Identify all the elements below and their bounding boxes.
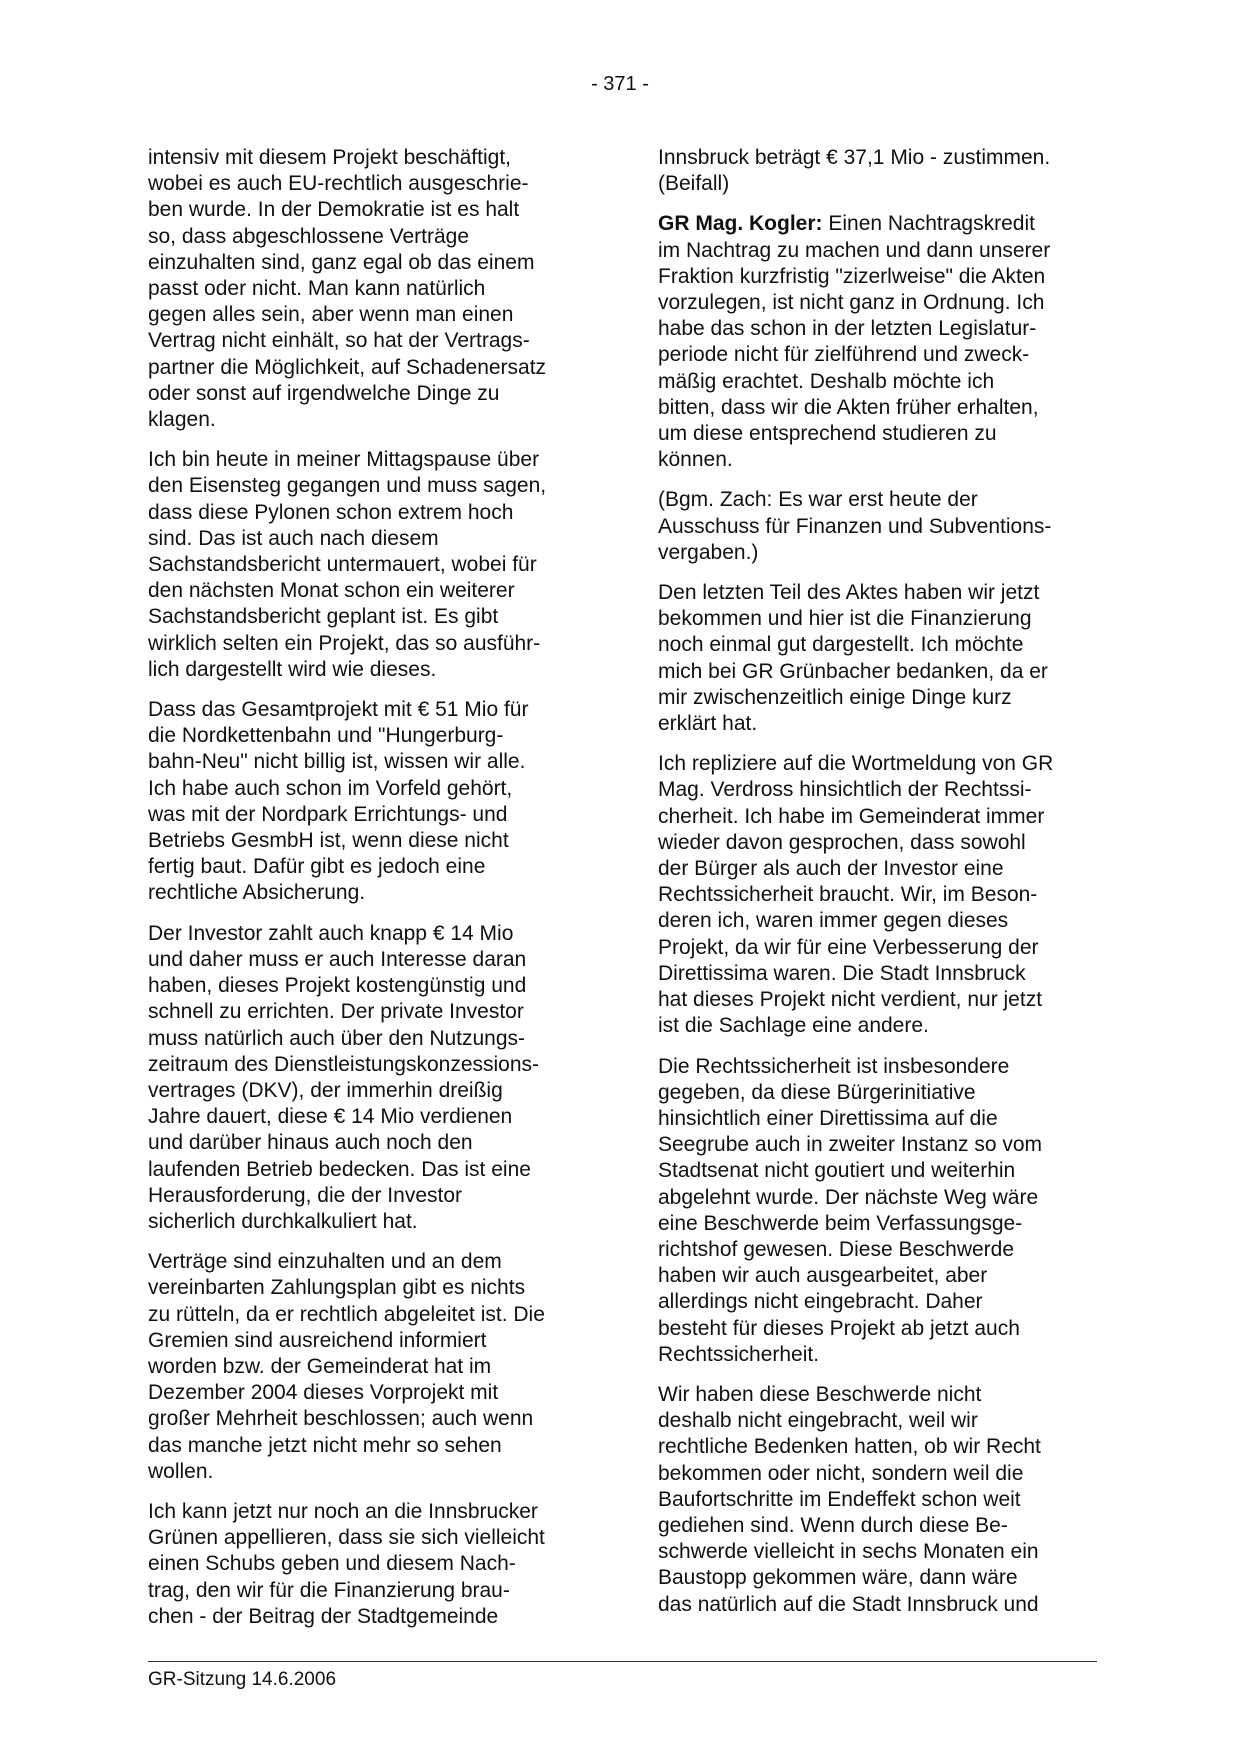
paragraph: Ich repliziere auf die Wortmeldung von GR Mag. Verdross hinsichtlich der Rechtssi- cherheit. Ich habe im Gemeinderat immer wieder davon gesprochen, dass sowohl der Bürger als auch der Investor eine Rechtssicherheit braucht. Wir, im Beson- deren ich, waren immer gegen dieses Projekt, da wir für eine Verbesserung der Direttissima waren. Die Stadt Innsbruck hat dieses Projekt nicht verdient, nur jetzt ist die Sachlage eine andere. <box>658 752 1054 1038</box>
paragraph: Innsbruck beträgt € 37,1 Mio - zustimmen. (Beifall) <box>658 146 1051 196</box>
right-column <box>658 145 1093 1632</box>
paragraph: Ich bin heute in meiner Mittagspause über den Eisensteg gegangen und muss sagen, dass diese Pylonen schon extrem hoch sind. Das ist auch nach diesem Sachstandsbericht untermauert, wobei für den nächsten Monat schon ein weiterer Sachstandsbericht geplant ist. Es gibt wirklich selten ein Projekt, das so ausführ- lich dargestellt wird wie dieses. <box>148 448 547 681</box>
paragraph: Wir haben diese Beschwerde nicht deshalb nicht eingebracht, weil wir rechtliche Bedenken hatten, ob wir Recht bekommen oder nicht, sondern weil die Baufortschritte im Endeffekt schon weit gediehen sind. Wenn durch diese Be- schwerde vielleicht in sechs Monaten ein Baustopp gekommen wäre, dann wäre das natürlich auf die Stadt Innsbruck und <box>658 1382 1041 1616</box>
paragraph: Ich kann jetzt nur noch an die Innsbrucker Grünen appellieren, dass sie sich vielleicht einen Schubs geben und diesem Nach- trag, den wir für die Finanzierung brau- chen - der Beitrag der Stadtgemeinde <box>148 1499 545 1628</box>
paragraph: Dass das Gesamtprojekt mit € 51 Mio für die Nordkettenbahn und "Hungerburg- bahn-Neu" nicht billig ist, wissen wir alle. Ich habe auch schon im Vorfeld gehört, was mit der Nordpark Errichtungs- und Betriebs GesmbH ist, wenn diese nicht fertig baut. Dafür gibt es jedoch eine rechtliche Absicherung. <box>148 698 529 905</box>
paragraph: Die Rechtssicherheit ist insbesondere gegeben, da diese Bürgerinitiative hinsichtlich einer Direttissima auf die Seegrube auch in zweiter Instanz so vom Stadtsenat nicht goutiert und weiterhin abgelehnt wurde. Der nächste Weg wäre eine Beschwerde beim Verfassungsge- richtshof gewesen. Diese Beschwerde haben wir auch ausgearbeitet, aber allerdings nicht eingebracht. Daher besteht für dieses Projekt ab jetzt auch Rechtssicherheit. <box>658 1054 1043 1366</box>
paragraph: Der Investor zahlt auch knapp € 14 Mio und daher muss er auch Interesse daran haben, dieses Projekt kostengünstig und schnell zu errichten. Der private Investor muss natürlich auch über den Nutzungs- zeitraum des Dienstleistungskonzessions- vertrages (DKV), der immerhin dreißig Jahre dauert, diese € 14 Mio verdienen und darüber hinaus auch noch den laufenden Betrieb bedecken. Das ist eine Herausforderung, die der Investor sicherlich durchkalkuliert hat. <box>148 921 540 1233</box>
speaker-text: Einen Nachtragskredit im Nachtrag zu machen und dann unserer Fraktion kurzfristig "zizerlweise" die Akten vorzulegen, ist nicht ganz in Ordnung. Ich habe das schon in der letzten Legislatur- periode nicht für zielführend und zweck- mäßig erachtet. Deshalb möchte ich bitten, dass wir die Akten früher erhalten, um diese entsprechend studieren zu können. <box>658 212 1051 472</box>
paragraph: Verträge sind einzuhalten und an dem vereinbarten Zahlungsplan gibt es nichts zu rütteln, da er rechtlich abgeleitet ist. Die Gremien sind ausreichend informiert worden bzw. der Gemeinderat hat im Dezember 2004 dieses Vorprojekt mit großer Mehrheit beschlossen; auch wenn das manche jetzt nicht mehr so sehen wollen. <box>148 1250 545 1483</box>
paragraph: (Bgm. Zach: Es war erst heute der Ausschuss für Finanzen und Subventions- vergaben.) <box>658 488 1052 564</box>
paragraph: Den letzten Teil des Aktes haben wir jetzt bekommen und hier ist die Finanzierung noch einmal gut dargestellt. Ich möchte mich bei GR Grünbacher bedanken, da er mir zwischenzeitlich einige Dinge kurz erklärt hat. <box>658 581 1048 736</box>
footer-text: GR-Sitzung 14.6.2006 <box>148 1669 337 1690</box>
paragraph: intensiv mit diesem Projekt beschäftigt, wobei es auch EU-rechtlich ausgeschrie- ben wurde. In der Demokratie ist es halt so, dass abgeschlossene Verträge einzuhalten sind, ganz egal ob das einem passt oder nicht. Man kann natürlich gegen alles sein, aber wenn man einen Vertrag nicht einhält, so hat der Vertrags- partner die Möglichkeit, auf Schadenersatz oder sonst auf irgendwelche Dinge zu klagen. <box>148 146 547 432</box>
speaker-paragraph <box>658 211 1093 473</box>
page-number: - 371 - <box>591 73 649 95</box>
footer-divider <box>148 1661 1097 1662</box>
left-column <box>148 145 583 1644</box>
speaker-name: GR Mag. Kogler: <box>658 212 823 236</box>
